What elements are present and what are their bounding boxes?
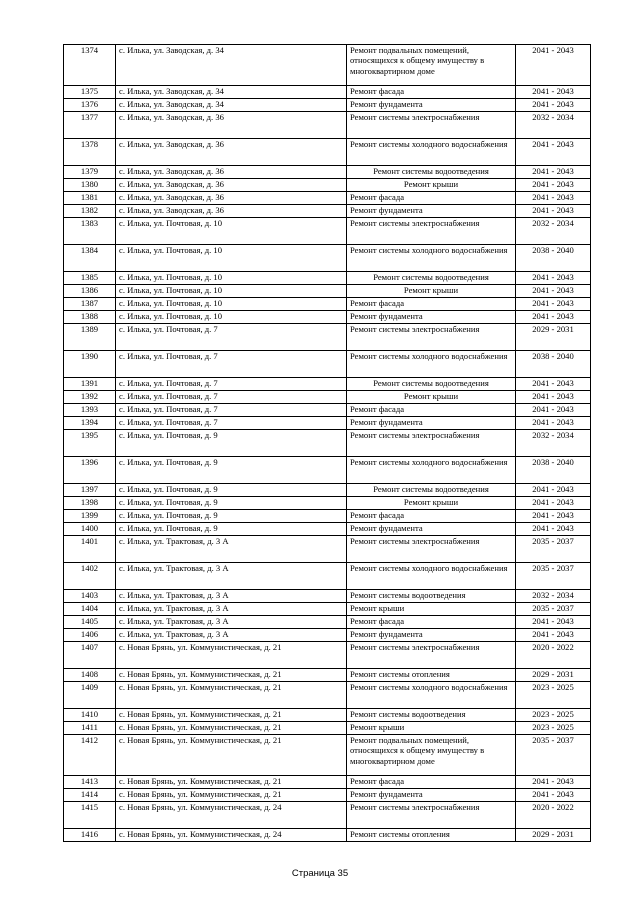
address-cell: с. Илька, ул. Почтовая, д. 7 bbox=[116, 324, 347, 351]
address-cell: с. Илька, ул. Заводская, д. 34 bbox=[116, 45, 347, 86]
address-cell: с. Илька, ул. Заводская, д. 34 bbox=[116, 99, 347, 112]
work-type-cell: Ремонт системы водоотведения bbox=[347, 590, 516, 603]
row-number-cell: 1416 bbox=[64, 829, 116, 842]
table-row bbox=[64, 829, 591, 842]
row-number-cell: 1385 bbox=[64, 272, 116, 285]
table-body bbox=[64, 45, 591, 842]
row-number-cell: 1399 bbox=[64, 510, 116, 523]
row-number-cell: 1410 bbox=[64, 709, 116, 722]
period-cell: 2041 - 2043 bbox=[516, 378, 591, 391]
period-cell: 2041 - 2043 bbox=[516, 391, 591, 404]
address-cell: с. Илька, ул. Почтовая, д. 9 bbox=[116, 523, 347, 536]
work-type-cell: Ремонт системы холодного водоснабжения bbox=[347, 139, 516, 166]
period-cell: 2038 - 2040 bbox=[516, 245, 591, 272]
table-row bbox=[64, 298, 591, 311]
row-number-cell: 1376 bbox=[64, 99, 116, 112]
work-type-cell: Ремонт системы электроснабжения bbox=[347, 642, 516, 669]
address-cell: с. Илька, ул. Трактовая, д. 3 А bbox=[116, 590, 347, 603]
period-cell: 2041 - 2043 bbox=[516, 272, 591, 285]
address-cell: с. Илька, ул. Почтовая, д. 9 bbox=[116, 484, 347, 497]
address-cell: с. Илька, ул. Почтовая, д. 7 bbox=[116, 391, 347, 404]
table-row bbox=[64, 510, 591, 523]
table-row bbox=[64, 378, 591, 391]
period-cell: 2041 - 2043 bbox=[516, 45, 591, 86]
work-type-cell: Ремонт фасада bbox=[347, 510, 516, 523]
period-cell: 2041 - 2043 bbox=[516, 298, 591, 311]
period-cell: 2041 - 2043 bbox=[516, 510, 591, 523]
work-type-cell: Ремонт системы электроснабжения bbox=[347, 430, 516, 457]
row-number-cell: 1406 bbox=[64, 629, 116, 642]
period-cell: 2041 - 2043 bbox=[516, 776, 591, 789]
address-cell: с. Илька, ул. Почтовая, д. 10 bbox=[116, 218, 347, 245]
period-cell: 2041 - 2043 bbox=[516, 285, 591, 298]
address-cell: с. Новая Брянь, ул. Коммунистическая, д. 21 bbox=[116, 642, 347, 669]
work-type-cell: Ремонт крыши bbox=[347, 285, 516, 298]
address-cell: с. Илька, ул. Почтовая, д. 7 bbox=[116, 404, 347, 417]
period-cell: 2020 - 2022 bbox=[516, 802, 591, 829]
address-cell: с. Илька, ул. Трактовая, д. 3 А bbox=[116, 563, 347, 590]
address-cell: с. Новая Брянь, ул. Коммунистическая, д. 24 bbox=[116, 802, 347, 829]
period-cell: 2029 - 2031 bbox=[516, 324, 591, 351]
address-cell: с. Илька, ул. Заводская, д. 36 bbox=[116, 166, 347, 179]
work-type-cell: Ремонт фасада bbox=[347, 404, 516, 417]
table-row bbox=[64, 776, 591, 789]
row-number-cell: 1392 bbox=[64, 391, 116, 404]
work-type-cell: Ремонт крыши bbox=[347, 603, 516, 616]
row-number-cell: 1413 bbox=[64, 776, 116, 789]
row-number-cell: 1393 bbox=[64, 404, 116, 417]
row-number-cell: 1398 bbox=[64, 497, 116, 510]
period-cell: 2023 - 2025 bbox=[516, 722, 591, 735]
table-row bbox=[64, 802, 591, 829]
period-cell: 2041 - 2043 bbox=[516, 205, 591, 218]
row-number-cell: 1415 bbox=[64, 802, 116, 829]
work-type-cell: Ремонт фундамента bbox=[347, 629, 516, 642]
address-cell: с. Новая Брянь, ул. Коммунистическая, д. 21 bbox=[116, 682, 347, 709]
address-cell: с. Илька, ул. Заводская, д. 36 bbox=[116, 179, 347, 192]
table-row bbox=[64, 484, 591, 497]
work-type-cell: Ремонт фундамента bbox=[347, 789, 516, 802]
work-type-cell: Ремонт крыши bbox=[347, 722, 516, 735]
table-row bbox=[64, 417, 591, 430]
work-type-cell: Ремонт системы отопления bbox=[347, 669, 516, 682]
table-row bbox=[64, 682, 591, 709]
table-row bbox=[64, 642, 591, 669]
address-cell: с. Новая Брянь, ул. Коммунистическая, д. 21 bbox=[116, 669, 347, 682]
address-cell: с. Новая Брянь, ул. Коммунистическая, д. 21 bbox=[116, 709, 347, 722]
address-cell: с. Новая Брянь, ул. Коммунистическая, д. 21 bbox=[116, 722, 347, 735]
address-cell: с. Илька, ул. Почтовая, д. 7 bbox=[116, 417, 347, 430]
period-cell: 2041 - 2043 bbox=[516, 497, 591, 510]
address-cell: с. Илька, ул. Трактовая, д. 3 А bbox=[116, 616, 347, 629]
period-cell: 2038 - 2040 bbox=[516, 351, 591, 378]
table-row bbox=[64, 709, 591, 722]
work-type-cell: Ремонт фасада bbox=[347, 192, 516, 205]
period-cell: 2041 - 2043 bbox=[516, 616, 591, 629]
work-type-cell: Ремонт системы холодного водоснабжения bbox=[347, 563, 516, 590]
row-number-cell: 1400 bbox=[64, 523, 116, 536]
table-row bbox=[64, 536, 591, 563]
work-type-cell: Ремонт крыши bbox=[347, 179, 516, 192]
period-cell: 2032 - 2034 bbox=[516, 218, 591, 245]
row-number-cell: 1394 bbox=[64, 417, 116, 430]
row-number-cell: 1395 bbox=[64, 430, 116, 457]
row-number-cell: 1412 bbox=[64, 735, 116, 776]
period-cell: 2032 - 2034 bbox=[516, 590, 591, 603]
row-number-cell: 1414 bbox=[64, 789, 116, 802]
table-row bbox=[64, 285, 591, 298]
address-cell: с. Илька, ул. Заводская, д. 36 bbox=[116, 205, 347, 218]
address-cell: с. Новая Брянь, ул. Коммунистическая, д. 21 bbox=[116, 735, 347, 776]
table-row bbox=[64, 457, 591, 484]
table-row bbox=[64, 45, 591, 86]
table-row bbox=[64, 590, 591, 603]
work-type-cell: Ремонт фундамента bbox=[347, 99, 516, 112]
row-number-cell: 1408 bbox=[64, 669, 116, 682]
period-cell: 2041 - 2043 bbox=[516, 139, 591, 166]
table-row bbox=[64, 497, 591, 510]
table-row bbox=[64, 722, 591, 735]
address-cell: с. Илька, ул. Заводская, д. 34 bbox=[116, 86, 347, 99]
work-type-cell: Ремонт системы водоотведения bbox=[347, 709, 516, 722]
work-type-cell: Ремонт фасада bbox=[347, 616, 516, 629]
work-type-cell: Ремонт фундамента bbox=[347, 205, 516, 218]
period-cell: 2041 - 2043 bbox=[516, 523, 591, 536]
address-cell: с. Илька, ул. Почтовая, д. 9 bbox=[116, 430, 347, 457]
row-number-cell: 1382 bbox=[64, 205, 116, 218]
work-type-cell: Ремонт системы водоотведения bbox=[347, 378, 516, 391]
work-type-cell: Ремонт системы водоотведения bbox=[347, 272, 516, 285]
table-row bbox=[64, 351, 591, 378]
work-type-cell: Ремонт фасада bbox=[347, 776, 516, 789]
work-type-cell: Ремонт системы холодного водоснабжения bbox=[347, 245, 516, 272]
work-type-cell: Ремонт системы холодного водоснабжения bbox=[347, 457, 516, 484]
work-type-cell: Ремонт фасада bbox=[347, 298, 516, 311]
work-type-cell: Ремонт системы холодного водоснабжения bbox=[347, 351, 516, 378]
address-cell: с. Новая Брянь, ул. Коммунистическая, д. 21 bbox=[116, 789, 347, 802]
work-type-cell: Ремонт системы холодного водоснабжения bbox=[347, 682, 516, 709]
address-cell: с. Новая Брянь, ул. Коммунистическая, д. 21 bbox=[116, 776, 347, 789]
period-cell: 2035 - 2037 bbox=[516, 735, 591, 776]
work-type-cell: Ремонт системы электроснабжения bbox=[347, 112, 516, 139]
period-cell: 2029 - 2031 bbox=[516, 829, 591, 842]
address-cell: с. Илька, ул. Почтовая, д. 9 bbox=[116, 510, 347, 523]
row-number-cell: 1388 bbox=[64, 311, 116, 324]
address-cell: с. Илька, ул. Почтовая, д. 9 bbox=[116, 497, 347, 510]
page-number: Страница 35 bbox=[291, 868, 349, 879]
row-number-cell: 1387 bbox=[64, 298, 116, 311]
table-row bbox=[64, 205, 591, 218]
period-cell: 2041 - 2043 bbox=[516, 192, 591, 205]
table-row bbox=[64, 179, 591, 192]
address-cell: с. Илька, ул. Почтовая, д. 10 bbox=[116, 285, 347, 298]
table-row bbox=[64, 272, 591, 285]
work-type-cell: Ремонт системы электроснабжения bbox=[347, 324, 516, 351]
period-cell: 2023 - 2025 bbox=[516, 709, 591, 722]
work-type-cell: Ремонт системы водоотведения bbox=[347, 166, 516, 179]
work-type-cell: Ремонт системы отопления bbox=[347, 829, 516, 842]
work-type-cell: Ремонт фасада bbox=[347, 86, 516, 99]
table-row bbox=[64, 789, 591, 802]
row-number-cell: 1409 bbox=[64, 682, 116, 709]
row-number-cell: 1396 bbox=[64, 457, 116, 484]
row-number-cell: 1403 bbox=[64, 590, 116, 603]
row-number-cell: 1401 bbox=[64, 536, 116, 563]
work-type-cell: Ремонт крыши bbox=[347, 497, 516, 510]
row-number-cell: 1389 bbox=[64, 324, 116, 351]
period-cell: 2035 - 2037 bbox=[516, 563, 591, 590]
row-number-cell: 1381 bbox=[64, 192, 116, 205]
period-cell: 2041 - 2043 bbox=[516, 86, 591, 99]
table-row bbox=[64, 192, 591, 205]
row-number-cell: 1386 bbox=[64, 285, 116, 298]
period-cell: 2041 - 2043 bbox=[516, 166, 591, 179]
work-type-cell: Ремонт подвальных помещений, относящихся к общему имуществу в многоквартирном доме bbox=[347, 45, 516, 86]
period-cell: 2032 - 2034 bbox=[516, 112, 591, 139]
address-cell: с. Илька, ул. Заводская, д. 36 bbox=[116, 112, 347, 139]
table-row bbox=[64, 603, 591, 616]
work-type-cell: Ремонт системы электроснабжения bbox=[347, 536, 516, 563]
work-type-cell: Ремонт фундамента bbox=[347, 311, 516, 324]
period-cell: 2038 - 2040 bbox=[516, 457, 591, 484]
address-cell: с. Илька, ул. Почтовая, д. 10 bbox=[116, 311, 347, 324]
work-type-cell: Ремонт фундамента bbox=[347, 417, 516, 430]
period-cell: 2032 - 2034 bbox=[516, 430, 591, 457]
row-number-cell: 1378 bbox=[64, 139, 116, 166]
period-cell: 2023 - 2025 bbox=[516, 682, 591, 709]
table-row bbox=[64, 669, 591, 682]
row-number-cell: 1390 bbox=[64, 351, 116, 378]
address-cell: с. Илька, ул. Почтовая, д. 9 bbox=[116, 457, 347, 484]
address-cell: с. Илька, ул. Трактовая, д. 3 А bbox=[116, 603, 347, 616]
period-cell: 2041 - 2043 bbox=[516, 99, 591, 112]
work-type-cell: Ремонт системы водоотведения bbox=[347, 484, 516, 497]
address-cell: с. Илька, ул. Почтовая, д. 10 bbox=[116, 245, 347, 272]
table-row bbox=[64, 166, 591, 179]
address-cell: с. Илька, ул. Трактовая, д. 3 А bbox=[116, 536, 347, 563]
period-cell: 2029 - 2031 bbox=[516, 669, 591, 682]
row-number-cell: 1405 bbox=[64, 616, 116, 629]
table-row bbox=[64, 112, 591, 139]
table-row bbox=[64, 629, 591, 642]
table-row bbox=[64, 99, 591, 112]
table-row bbox=[64, 139, 591, 166]
row-number-cell: 1377 bbox=[64, 112, 116, 139]
row-number-cell: 1374 bbox=[64, 45, 116, 86]
row-number-cell: 1375 bbox=[64, 86, 116, 99]
period-cell: 2041 - 2043 bbox=[516, 404, 591, 417]
row-number-cell: 1383 bbox=[64, 218, 116, 245]
row-number-cell: 1384 bbox=[64, 245, 116, 272]
row-number-cell: 1380 bbox=[64, 179, 116, 192]
address-cell: с. Илька, ул. Почтовая, д. 7 bbox=[116, 351, 347, 378]
work-type-cell: Ремонт фундамента bbox=[347, 523, 516, 536]
address-cell: с. Илька, ул. Трактовая, д. 3 А bbox=[116, 629, 347, 642]
row-number-cell: 1407 bbox=[64, 642, 116, 669]
table-row bbox=[64, 324, 591, 351]
period-cell: 2041 - 2043 bbox=[516, 311, 591, 324]
work-type-cell: Ремонт системы электроснабжения bbox=[347, 218, 516, 245]
work-type-cell: Ремонт подвальных помещений, относящихся к общему имуществу в многоквартирном доме bbox=[347, 735, 516, 776]
address-cell: с. Илька, ул. Почтовая, д. 7 bbox=[116, 378, 347, 391]
table-row bbox=[64, 735, 591, 776]
period-cell: 2020 - 2022 bbox=[516, 642, 591, 669]
address-cell: с. Илька, ул. Заводская, д. 36 bbox=[116, 139, 347, 166]
row-number-cell: 1404 bbox=[64, 603, 116, 616]
table-row bbox=[64, 523, 591, 536]
table-row bbox=[64, 391, 591, 404]
table-row bbox=[64, 86, 591, 99]
work-type-cell: Ремонт системы электроснабжения bbox=[347, 802, 516, 829]
address-cell: с. Илька, ул. Заводская, д. 36 bbox=[116, 192, 347, 205]
table-row bbox=[64, 218, 591, 245]
table-row bbox=[64, 245, 591, 272]
period-cell: 2041 - 2043 bbox=[516, 417, 591, 430]
table-row bbox=[64, 404, 591, 417]
period-cell: 2035 - 2037 bbox=[516, 603, 591, 616]
period-cell: 2041 - 2043 bbox=[516, 179, 591, 192]
address-cell: с. Новая Брянь, ул. Коммунистическая, д. 24 bbox=[116, 829, 347, 842]
period-cell: 2041 - 2043 bbox=[516, 484, 591, 497]
address-cell: с. Илька, ул. Почтовая, д. 10 bbox=[116, 272, 347, 285]
work-type-cell: Ремонт крыши bbox=[347, 391, 516, 404]
row-number-cell: 1411 bbox=[64, 722, 116, 735]
table-row bbox=[64, 563, 591, 590]
address-cell: с. Илька, ул. Почтовая, д. 10 bbox=[116, 298, 347, 311]
table-row bbox=[64, 616, 591, 629]
row-number-cell: 1379 bbox=[64, 166, 116, 179]
table-row bbox=[64, 311, 591, 324]
period-cell: 2041 - 2043 bbox=[516, 789, 591, 802]
period-cell: 2041 - 2043 bbox=[516, 629, 591, 642]
period-cell: 2035 - 2037 bbox=[516, 536, 591, 563]
row-number-cell: 1391 bbox=[64, 378, 116, 391]
table-row bbox=[64, 430, 591, 457]
row-number-cell: 1402 bbox=[64, 563, 116, 590]
row-number-cell: 1397 bbox=[64, 484, 116, 497]
repair-schedule-table bbox=[63, 44, 591, 842]
